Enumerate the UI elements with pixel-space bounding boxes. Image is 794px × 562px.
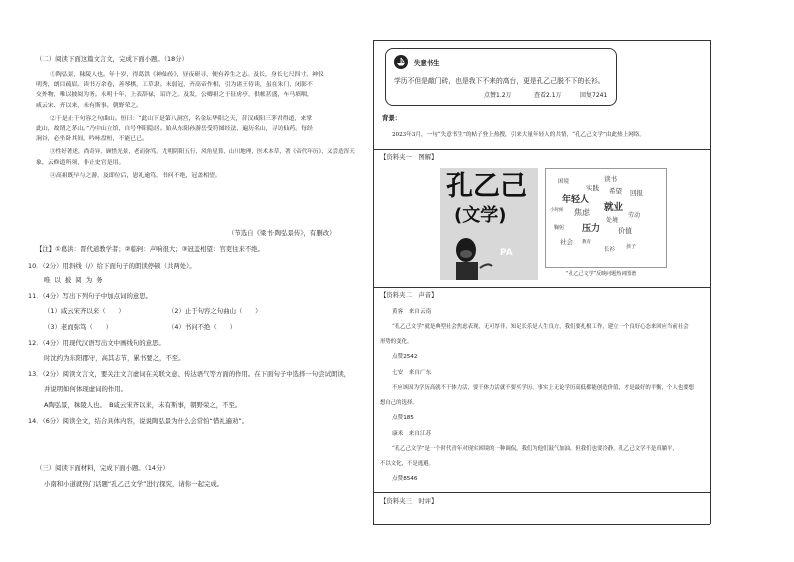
voice-1-likes: 点赞2542 xyxy=(392,354,418,360)
question-11-item-1: （1）咸云宋齐以来（ ） xyxy=(44,307,125,315)
cloud-word: 孩子 xyxy=(626,244,637,250)
background-label: 背景： xyxy=(382,114,402,122)
passage-note: 【注】①葛洪：晋代道教学者；②临轲：声响很大；③冠盖相望：官吏往来不绝。 xyxy=(36,245,265,253)
question-13-line-2: 并说明如何体现虚词的作用。 xyxy=(44,385,128,393)
avatar xyxy=(394,55,408,69)
question-10: 10．（2分）用斜线（/）给下面句子的朗读停顿（共两处）。 xyxy=(28,262,196,270)
weibo-post-card xyxy=(385,48,617,106)
question-13: 13．（2分）阅读文言文，要关注文言虚词在关联文意、传达语气等方面的作用。在下面句子中选择一句尝试朗读， xyxy=(28,370,351,378)
question-12: 12．（4分）用现代汉语写出文中画线句的意思。 xyxy=(28,339,165,347)
cloud-word: 实践 xyxy=(586,184,599,192)
poster-subtitle: (文学) xyxy=(454,205,507,226)
cloud-word: 处境 xyxy=(606,217,619,224)
voice-3-text-2: 不以文化，不是逃避。 xyxy=(380,461,434,467)
question-11-item-4: （4）书问不绝（ ） xyxy=(168,323,236,331)
post-text: 学历不但是敲门砖，也是我下不来的高台，更是孔乙己脱不下的长衫。 xyxy=(394,77,605,85)
question-11-item-3: （3）老而弥笃（ ） xyxy=(44,323,112,331)
material2-title: 【资料夹二 声音】 xyxy=(380,291,438,299)
column-divider-left xyxy=(373,40,374,524)
top-border xyxy=(373,40,710,41)
section2-header: （二）阅读下面这篇文言文，完成下面小题。（18分） xyxy=(36,55,188,63)
cloud-word: 年轻人 xyxy=(562,195,590,205)
cloud-word: 教育 xyxy=(582,240,591,245)
cloud-word: 读书 xyxy=(604,175,617,183)
cloud-word: 希望 xyxy=(609,187,622,195)
voice-2-user: 七安 来自广东 xyxy=(392,370,432,376)
cloud-word: 困境 xyxy=(558,179,570,185)
material2-rule xyxy=(373,287,710,288)
poster-title: 孔乙己 xyxy=(446,171,527,202)
cloud-word: 价值 xyxy=(618,227,632,235)
question-10-sentence: 唯 以 披 阅 为 务 xyxy=(44,276,104,284)
cloud-word: 鞠躬 xyxy=(554,225,565,231)
cloud-word: 回报 xyxy=(630,189,643,197)
passage-para-2: ②于是止于句容之句曲山。恒曰：“此山下是第八洞宫，名金坛华阳之天，昔汉咸阳三茅君得道，来掌 此山，故谓之茅山。”乃中山立馆，自号华阳隐居。始从东阳孙游岳受符图经法，遍历名山，寻访仙药。每经 涧谷，必坐卧其间，吟咏盘桓，不能已已。 xyxy=(36,115,313,143)
cloud-word: 压力 xyxy=(582,224,601,234)
cloud-word: 焦虑 xyxy=(574,208,590,217)
question-13-options: A陶弘景，秣陵人也。 B咸云宋齐以来，未有斯事，朝野荣之，不至。 xyxy=(44,401,242,409)
word-cloud xyxy=(545,168,667,268)
section3-header: （三）阅读下面材料，完成下面小题。（14分） xyxy=(36,464,169,472)
passage xyxy=(36,70,366,181)
material1-rule xyxy=(373,149,710,150)
question-14: 14．（6分）阅读全文，结合具体内容，说说陶弘景为什么会常怕“惜礼遍劝”。 xyxy=(28,417,249,425)
passage-para-4: ④高祖既早与之游，及即位后，恩礼逾笃，书问不绝，冠盖相望。 xyxy=(50,172,221,179)
voice-3-text: “孔乙己文学”是一个时代青年对现实困境的一种调侃，我们为他们鼓气加油，但我们也要冷静，孔乙己文学不是真躺平， xyxy=(392,446,678,452)
voice-3-likes: 点赞8546 xyxy=(392,476,418,482)
voice-2-likes: 点赞185 xyxy=(392,415,414,421)
cloud-word: 小时候 xyxy=(550,208,564,213)
bottom-border xyxy=(373,524,710,525)
cloud-word: 社会 xyxy=(560,238,573,246)
post-replies: 回复7241 xyxy=(580,92,608,99)
material3-title: 【资料夹三 时评】 xyxy=(380,497,438,505)
post-likes: 点赞1.2万 xyxy=(484,92,512,99)
cloud-word: 长衫 xyxy=(604,247,616,253)
voice-1-text: “孔乙己文学”就是典型社会焦虑表现，无可厚非，知足长乐是人生良方，我们要扎根工作，建立一个良好心态来回应当前社会 xyxy=(392,324,689,330)
column-divider-right xyxy=(710,40,711,524)
boat-icon xyxy=(394,55,408,69)
background-text: 2023年3月，一句“失意书生”的帖子登上热搜，引来大量年轻人的共情，“孔乙己文学”由此热上网络。 xyxy=(392,132,645,138)
material3-rule xyxy=(373,492,710,493)
passage-para-3: ③性好著述，尚奇异，顾惜光景，老而弥笃。尤明阴阳五行，风角星算，山川地理，医术本草，著《帝代年历》，又尝造浑天 象，云修道所须，非止史官是用。 xyxy=(36,149,355,166)
cloud-word: 劳动 xyxy=(628,212,641,219)
voice-2-text-2: 想自己的选择。 xyxy=(380,400,418,406)
question-11: 11．（4分）写出下列句子中加点词的意思。 xyxy=(28,292,153,300)
poster-tag: PA xyxy=(500,248,513,258)
material1-title: 【资料夹一 图解】 xyxy=(380,153,438,161)
portrait-sketch xyxy=(444,232,494,280)
voice-2-text: 不应该因为学历高就不干体力活，要干体力活就不要买学历。事实上无论学历高低都能创造价值，才是最好的平衡，个人也要想 xyxy=(392,385,694,391)
word-cloud-caption: “孔乙己文学”反映问题热词图谱 xyxy=(566,271,637,277)
question-11-item-2: （2）止于句容之句曲山（ ） xyxy=(168,307,262,315)
voice-1-user: 黄客 来自云南 xyxy=(392,309,432,315)
question-12-sentence: 时沈约为东阳郡守，高其志节，累书要之，不至。 xyxy=(44,354,185,362)
passage-para-1: ①陶弘景，秣陵人也。年十岁，得葛洪《神仙传》，昼夜研寻，便有养生之志。及长，身长七尺四寸，神仪 明秀，朗目疏眉。读书万余卷，善琴棋，工草隶。未弱冠，齐高帝作相，引为诸王侍读，虽在朱门，闭影不 交外物，唯以披阅为务。永明十年，上表辞禄，诏许之。及发，公卿祖之于征虏亭，供帐甚盛，车马填咽， 咸云宋、齐以来，未有斯事。朝野荣之。 xyxy=(36,72,324,109)
poster-image xyxy=(440,168,538,280)
section3-intro: 小南和小道就热门话题“孔乙己文学”进行探究，请你一起完成。 xyxy=(44,480,224,488)
post-username: 失意书生 xyxy=(414,59,440,67)
voice-3-user: 康米 来自江苏 xyxy=(392,431,432,437)
post-views: 查看2.1万 xyxy=(534,92,562,99)
cloud-word: 就业 xyxy=(604,202,624,213)
passage-source: （节选自《梁书·陶弘景传》，有删改） xyxy=(228,229,336,237)
voice-1-text-2: 形势的变化。 xyxy=(380,339,413,345)
